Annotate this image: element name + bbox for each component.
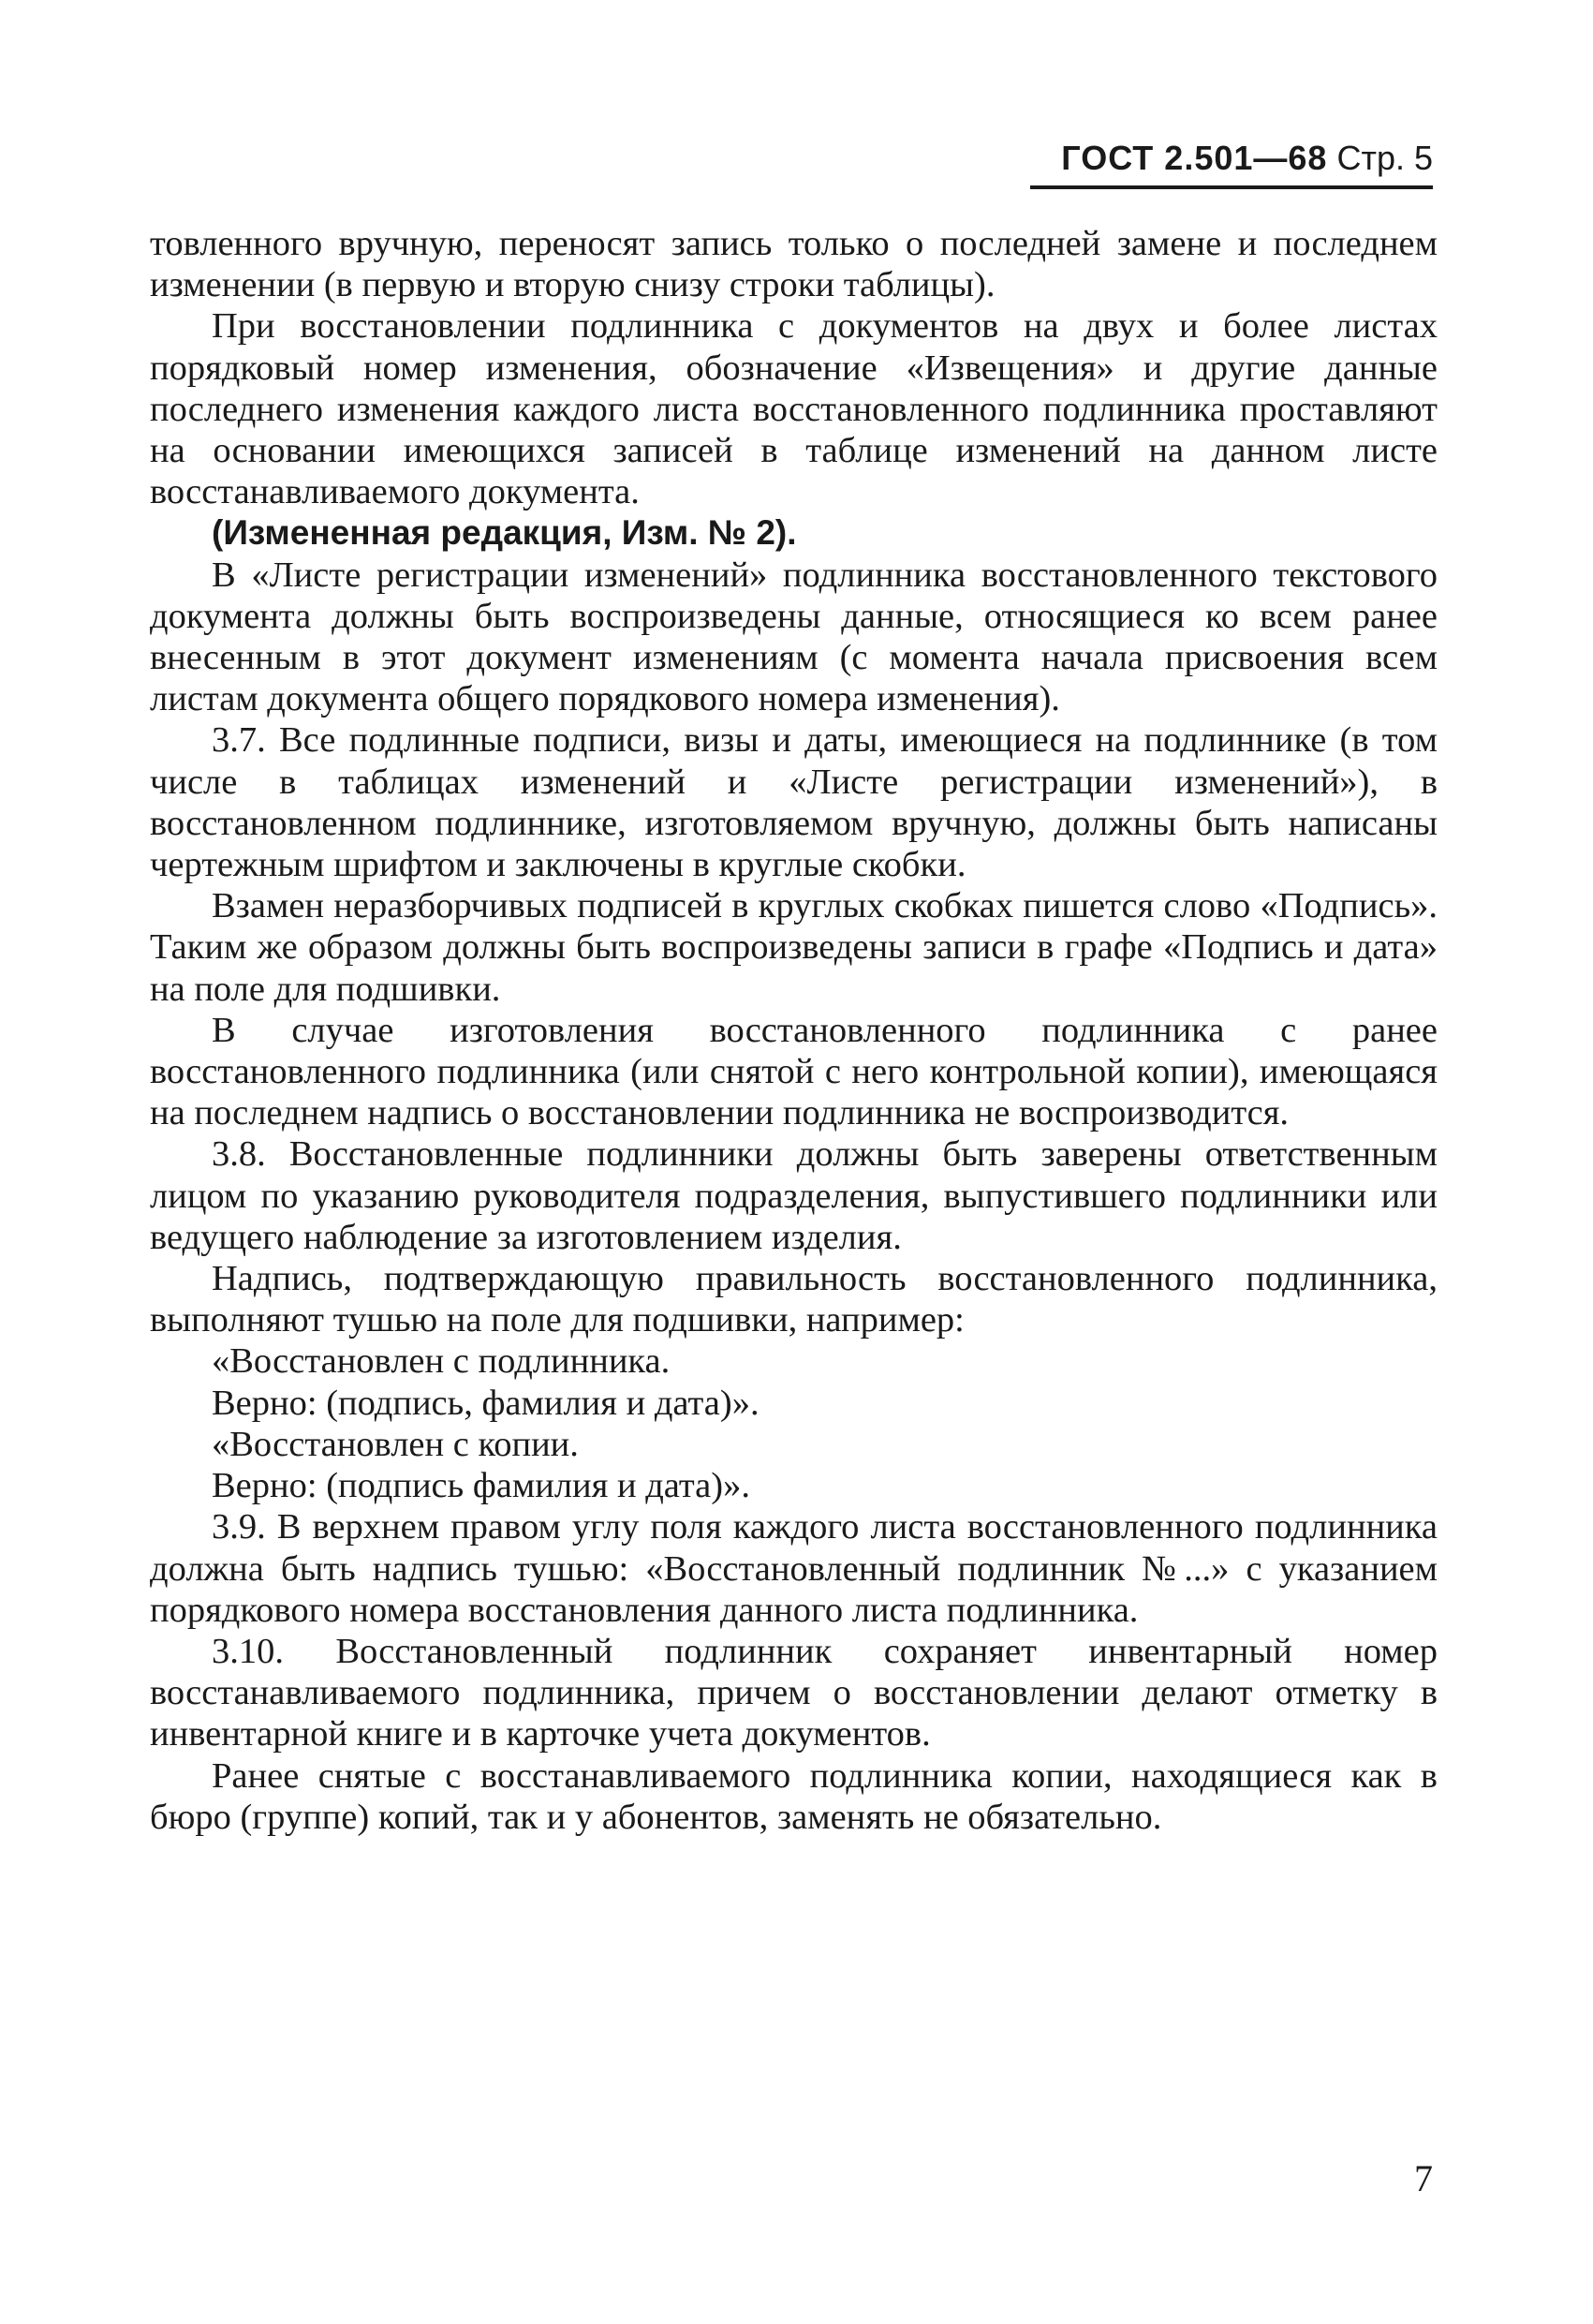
page-number: 7 [1414,2157,1433,2199]
clause-3-9: 3.9. В верхнем правом углу поля каждого листа восстановленного подлинника должна быть надпись тушью: «Восстановленный подлинник №...» с указанием порядкового номера восстановления данного листа подлинника. [150,1507,1438,1630]
example-line: «Восстановлен с копии. [212,1424,579,1464]
example-line: Верно: (подпись фамилия и дата)». [212,1466,750,1506]
clause-3-10: 3.10. Восстановленный подлинник сохраняет инвентарный номер восстанавливаемого подлинника, причем о восстановлении делают отметку в инвентарной книге и в карточке учета документов. [150,1631,1438,1754]
page-header [1030,139,1433,178]
example-line: Верно: (подпись, фамилия и дата)». [212,1383,760,1423]
revision-note: (Измененная редакция, Изм. № 2). [212,513,797,553]
paragraph-continuation: товленного вручную, переносят запись только о последней замене и последнем изменении (в первую и вторую снизу строки таблицы). [150,224,1438,305]
example-line: «Восстановлен с подлинника. [212,1341,671,1382]
page-label: Стр. 5 [1336,139,1433,177]
paragraph: Надпись, подтверждающую правильность восстановленного подлинника, выполняют тушью на поле для подшивки, например: [150,1259,1438,1340]
paragraph: При восстановлении подлинника с документов на двух и более листах порядковый номер изменения, обозначение «Извещения» и другие данные последнего изменения каждого листа восстановленного подлинника проставляют на основании имеющихся записей в таблице изменений на данном листе восстанавливаемого документа. [150,306,1438,512]
standard-designation: ГОСТ 2.501—68 [1061,139,1328,177]
paragraph: В «Листе регистрации изменений» подлинника восстановленного текстового документа должны быть воспроизведены данные, относящиеся ко всем ранее внесенным в этот документ изменениям (с момента начала присвоения всем листам документа общего порядкового номера изменения). [150,555,1438,719]
clause-3-8: 3.8. Восстановленные подлинники должны быть заверены ответственным лицом по указанию руководителя подразделения, выпустившего подлинники или ведущего наблюдение за изготовлением изделия. [150,1134,1438,1257]
body-text [150,223,1438,1838]
paragraph: В случае изготовления восстановленного подлинника с ранее восстановленного подлинника (или снятой с него контрольной копии), имеющаяся на последнем надпись о восстановлении подлинника не воспроизводится. [150,1010,1438,1133]
clause-3-7: 3.7. Все подлинные подписи, визы и даты, имеющиеся на подлиннике (в том числе в таблицах изменений и «Листе регистрации изменений»), в восстановленном подлиннике, изготовляемом вручную, должны быть написаны чертежным шрифтом и заключены в круглые скобки. [150,720,1438,885]
paragraph: Взамен неразборчивых подписей в круглых скобках пишется слово «Подпись». Таким же образом должны быть воспроизведены записи в графе «Подпись и дата» на поле для подшивки. [150,886,1438,1009]
paragraph: Ранее снятые с восстанавливаемого подлинника копии, находящиеся как в бюро (группе) копий, так и у абонентов, заменять не обязательно. [150,1755,1438,1837]
header-rule [1030,185,1433,189]
